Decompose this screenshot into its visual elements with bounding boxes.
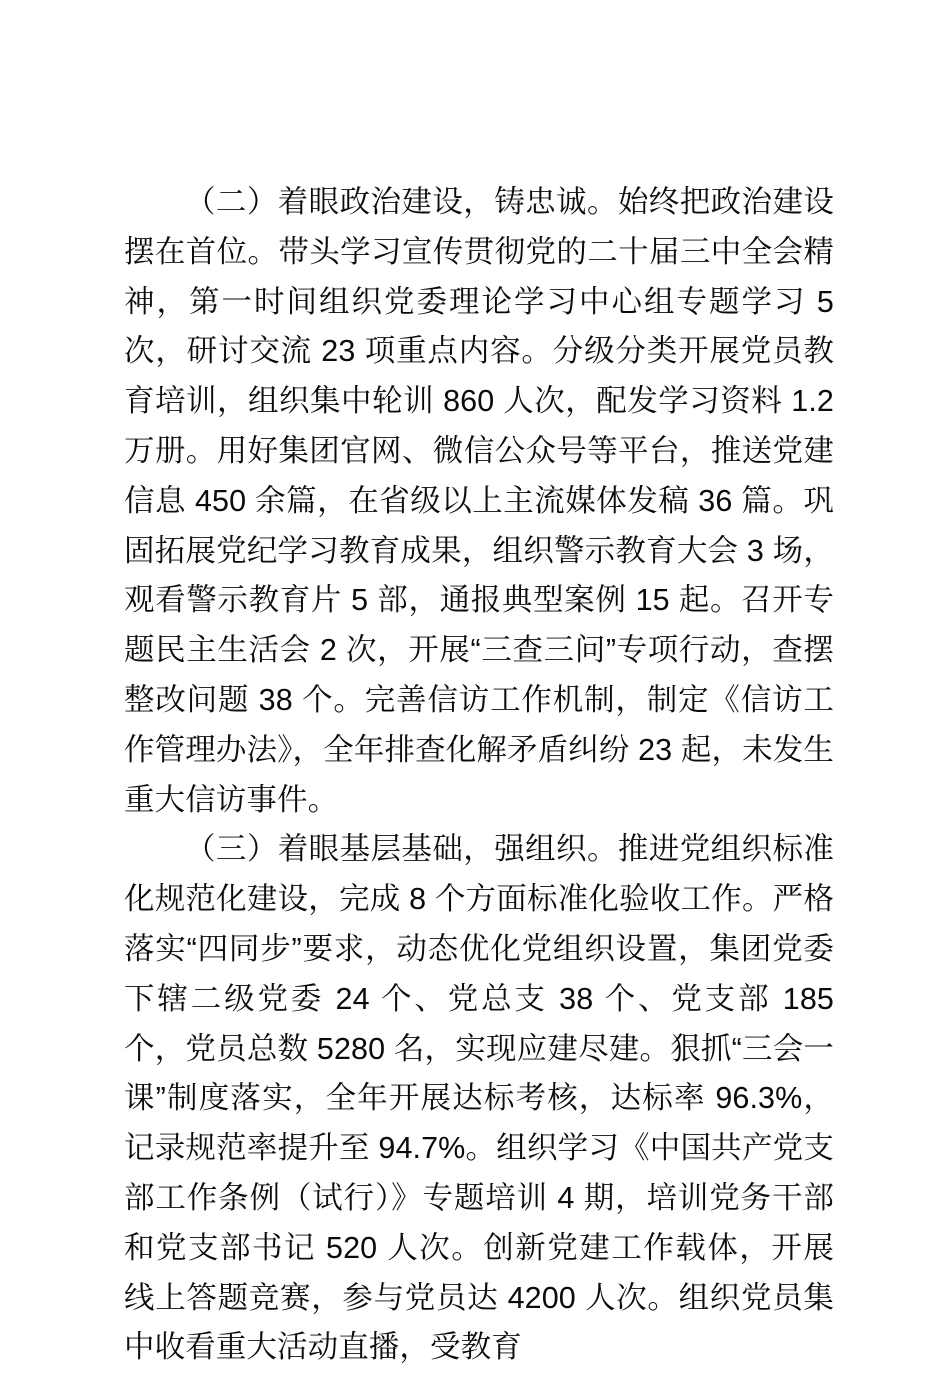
paragraph-section-three: （三）着眼基层基础，强组织。推进党组织标准化规范化建设，完成 8 个方面标准化验收工作。严格落实“四同步”要求，动态优化党组织设置，集团党委下辖二级党委 24 个、党总支 38 个、党支部 185 个，党员总数 5280 名，实现应建尽建。狠抓“三会一课”制度落实，全年开展达标考核，达标率 96.3%，记录规范率提升至 94.7%。组织学习《中国共产党支部工作条例（试行）》专题培训 4 期，培训党务干部和党支部书记 520 人次。创新党建工作载体，开展线上答题竞赛，参与党员达 4200 人次。组织党员集中收看重大活动直播，受教育 bbox=[124, 832, 834, 1365]
paragraph-section-two: （二）着眼政治建设，铸忠诚。始终把政治建设摆在首位。带头学习宣传贯彻党的二十届三中全会精神，第一时间组织党委理论学习中心组专题学习 5 次，研讨交流 23 项重点内容。分级分类开展党员教育培训，组织集中轮训 860 人次，配发学习资料 1.2 万册。用好集团官网、微信公众号等平台，推送党建信息 450 余篇，在省级以上主流媒体发稿 36 篇。巩固拓展党纪学习教育成果，组织警示教育大会 3 场，观看警示教育片 5 部，通报典型案例 15 起。召开专题民主生活会 2 次，开展“三查三问”专项行动，查摆整改问题 38 个。完善信访工作机制，制定《信访工作管理办法》，全年排查化解矛盾纠纷 23 起，未发生重大信访事件。 bbox=[124, 185, 834, 817]
document-body bbox=[124, 178, 834, 1373]
